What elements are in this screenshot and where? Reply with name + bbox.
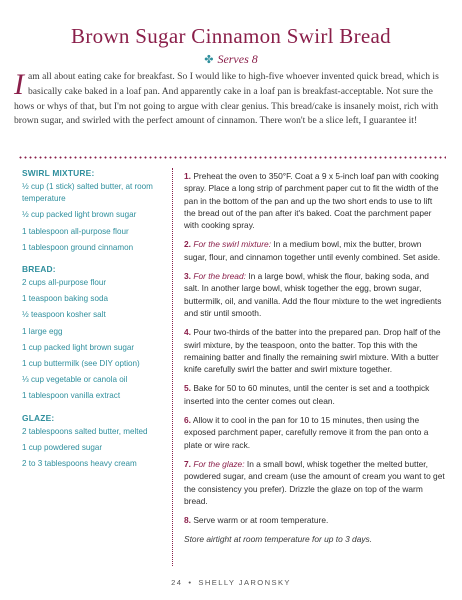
step-number: 7.: [184, 458, 191, 469]
step-text: Bake for 50 to 60 minutes, until the center is set and a toothpick inserted into the center comes out clean.: [184, 383, 430, 406]
step: [184, 458, 446, 507]
recipe-steps: [184, 170, 446, 546]
ingredient-item: 1 cup powdered sugar: [22, 442, 103, 452]
serves-line: [0, 52, 462, 67]
ingredient-group: [22, 168, 162, 254]
ingredient-group: [22, 264, 162, 403]
step: [184, 270, 446, 319]
storage-note: Store airtight at room temperature for up to 3 days.: [184, 534, 373, 545]
step: [184, 326, 446, 375]
step-text: Pour two-thirds of the batter into the prepared pan. Drop half of the swirl mixture, by the teaspoon, onto the batter. Top this with the remaining batter and finally the remaining swirl mixture. With a butter knife carefully swirl the batter and swirl mixture together.: [184, 327, 441, 375]
dotted-divider: [18, 156, 446, 159]
ingredient-item: 2 tablespoons salted butter, melted: [22, 426, 148, 436]
step-number: 6.: [184, 415, 191, 426]
ingredient-item: 2 cups all-purpose flour: [22, 278, 107, 288]
step: [184, 514, 446, 526]
column-divider: [172, 168, 173, 566]
page-footer: [0, 578, 462, 587]
ingredient-item: ½ cup (1 stick) salted butter, at room temperature: [22, 182, 153, 204]
step: [184, 382, 446, 407]
step: [184, 414, 446, 451]
page-number: 24: [171, 578, 183, 587]
recipe-title: Brown Sugar Cinnamon Swirl Bread: [71, 24, 391, 48]
step-text: In a large bowl, whisk the flour, baking soda, and salt. In another large bowl, whisk together the egg, brown sugar, buttermilk, oil, and vanilla. Add the flour mixture to the wet ingredients and stir until smooth.: [184, 271, 442, 318]
ingredient-item: ½ teaspoon kosher salt: [22, 310, 106, 320]
ingredient-item: 1 tablespoon all-purpose flour: [22, 226, 129, 236]
ingredient-item: 1 teaspoon baking soda: [22, 294, 108, 304]
step-text: Allow it to cool in the pan for 10 to 15 minutes, then using the exposed parchment paper, carefully remove it from the pan onto a plate or wire rack.: [184, 415, 429, 450]
step: [184, 238, 446, 263]
step-number: 5.: [184, 383, 191, 394]
ingredient-item: ⅓ cup vegetable or canola oil: [22, 375, 128, 385]
ingredient-item: 1 tablespoon vanilla extract: [22, 391, 121, 401]
ingredient-item: 1 cup packed light brown sugar: [22, 342, 135, 352]
step-text: Serve warm or at room temperature.: [193, 515, 329, 526]
step-text: Preheat the oven to 350°F. Coat a 9 x 5-inch loaf pan with cooking spray. Place a long strip of parchment paper cut to fit the width of the pan in the bottom of the pan and up the two short ends to use to lift the bread out of the pan after it's baked. Coat the parchment paper with cooking spray.: [184, 171, 439, 231]
author-name: SHELLY JARONSKY: [198, 578, 291, 587]
ingredient-item: 1 large egg: [22, 326, 63, 336]
step-text: In a small bowl, whisk together the melted butter, powdered sugar, and cream (use the amount of cream you want to get the consistency you prefer). Drizzle the glaze on top of the warm bread.: [184, 458, 445, 506]
serves-label: Serves 8: [217, 52, 258, 66]
step-lead: For the bread:: [193, 271, 246, 282]
intro-paragraph: [14, 70, 450, 129]
ingredient-group-heading: BREAD:: [22, 264, 56, 275]
footer-separator: •: [188, 578, 193, 587]
step-number: 3.: [184, 271, 191, 282]
step-number: 2.: [184, 239, 191, 250]
step-lead: For the glaze:: [193, 458, 245, 469]
intro-text: am all about eating cake for breakfast. So I would like to high-five whoever invented quick bread, which is basically cake baked in a loaf pan. And apparently cake in a loaf pan is breakfast-acceptable. Not sure the hows or whys of that, but I'm not going to argue with clear genius. This bread/cake is insanely moist, rich with brown sugar, and swirled with the perfect amount of cinnamon. There won't be a slice left, I guarantee it!: [14, 71, 439, 127]
step-lead: For the swirl mixture:: [193, 239, 272, 250]
step: [184, 170, 446, 231]
step-number: 1.: [184, 171, 191, 181]
ingredient-item: 1 tablespoon ground cinnamon: [22, 242, 134, 252]
ingredient-group-heading: GLAZE:: [22, 412, 55, 423]
step-number: 4.: [184, 327, 191, 338]
step-number: 8.: [184, 515, 191, 526]
ingredient-item: 2 to 3 tablespoons heavy cream: [22, 459, 137, 469]
intro-dropcap: I: [14, 68, 24, 101]
ingredient-item: ½ cup packed light brown sugar: [22, 210, 137, 220]
ingredients-sidebar: [22, 168, 162, 480]
ingredient-group: [22, 413, 162, 471]
ornament-icon: ✤: [204, 54, 214, 66]
step-text: In a medium bowl, mix the butter, brown sugar, flour, and cinnamon together until evenly combined. Set aside.: [184, 239, 441, 262]
ingredient-item: 1 cup buttermilk (see DIY option): [22, 359, 140, 369]
ingredient-group-heading: SWIRL MIXTURE:: [22, 168, 95, 178]
